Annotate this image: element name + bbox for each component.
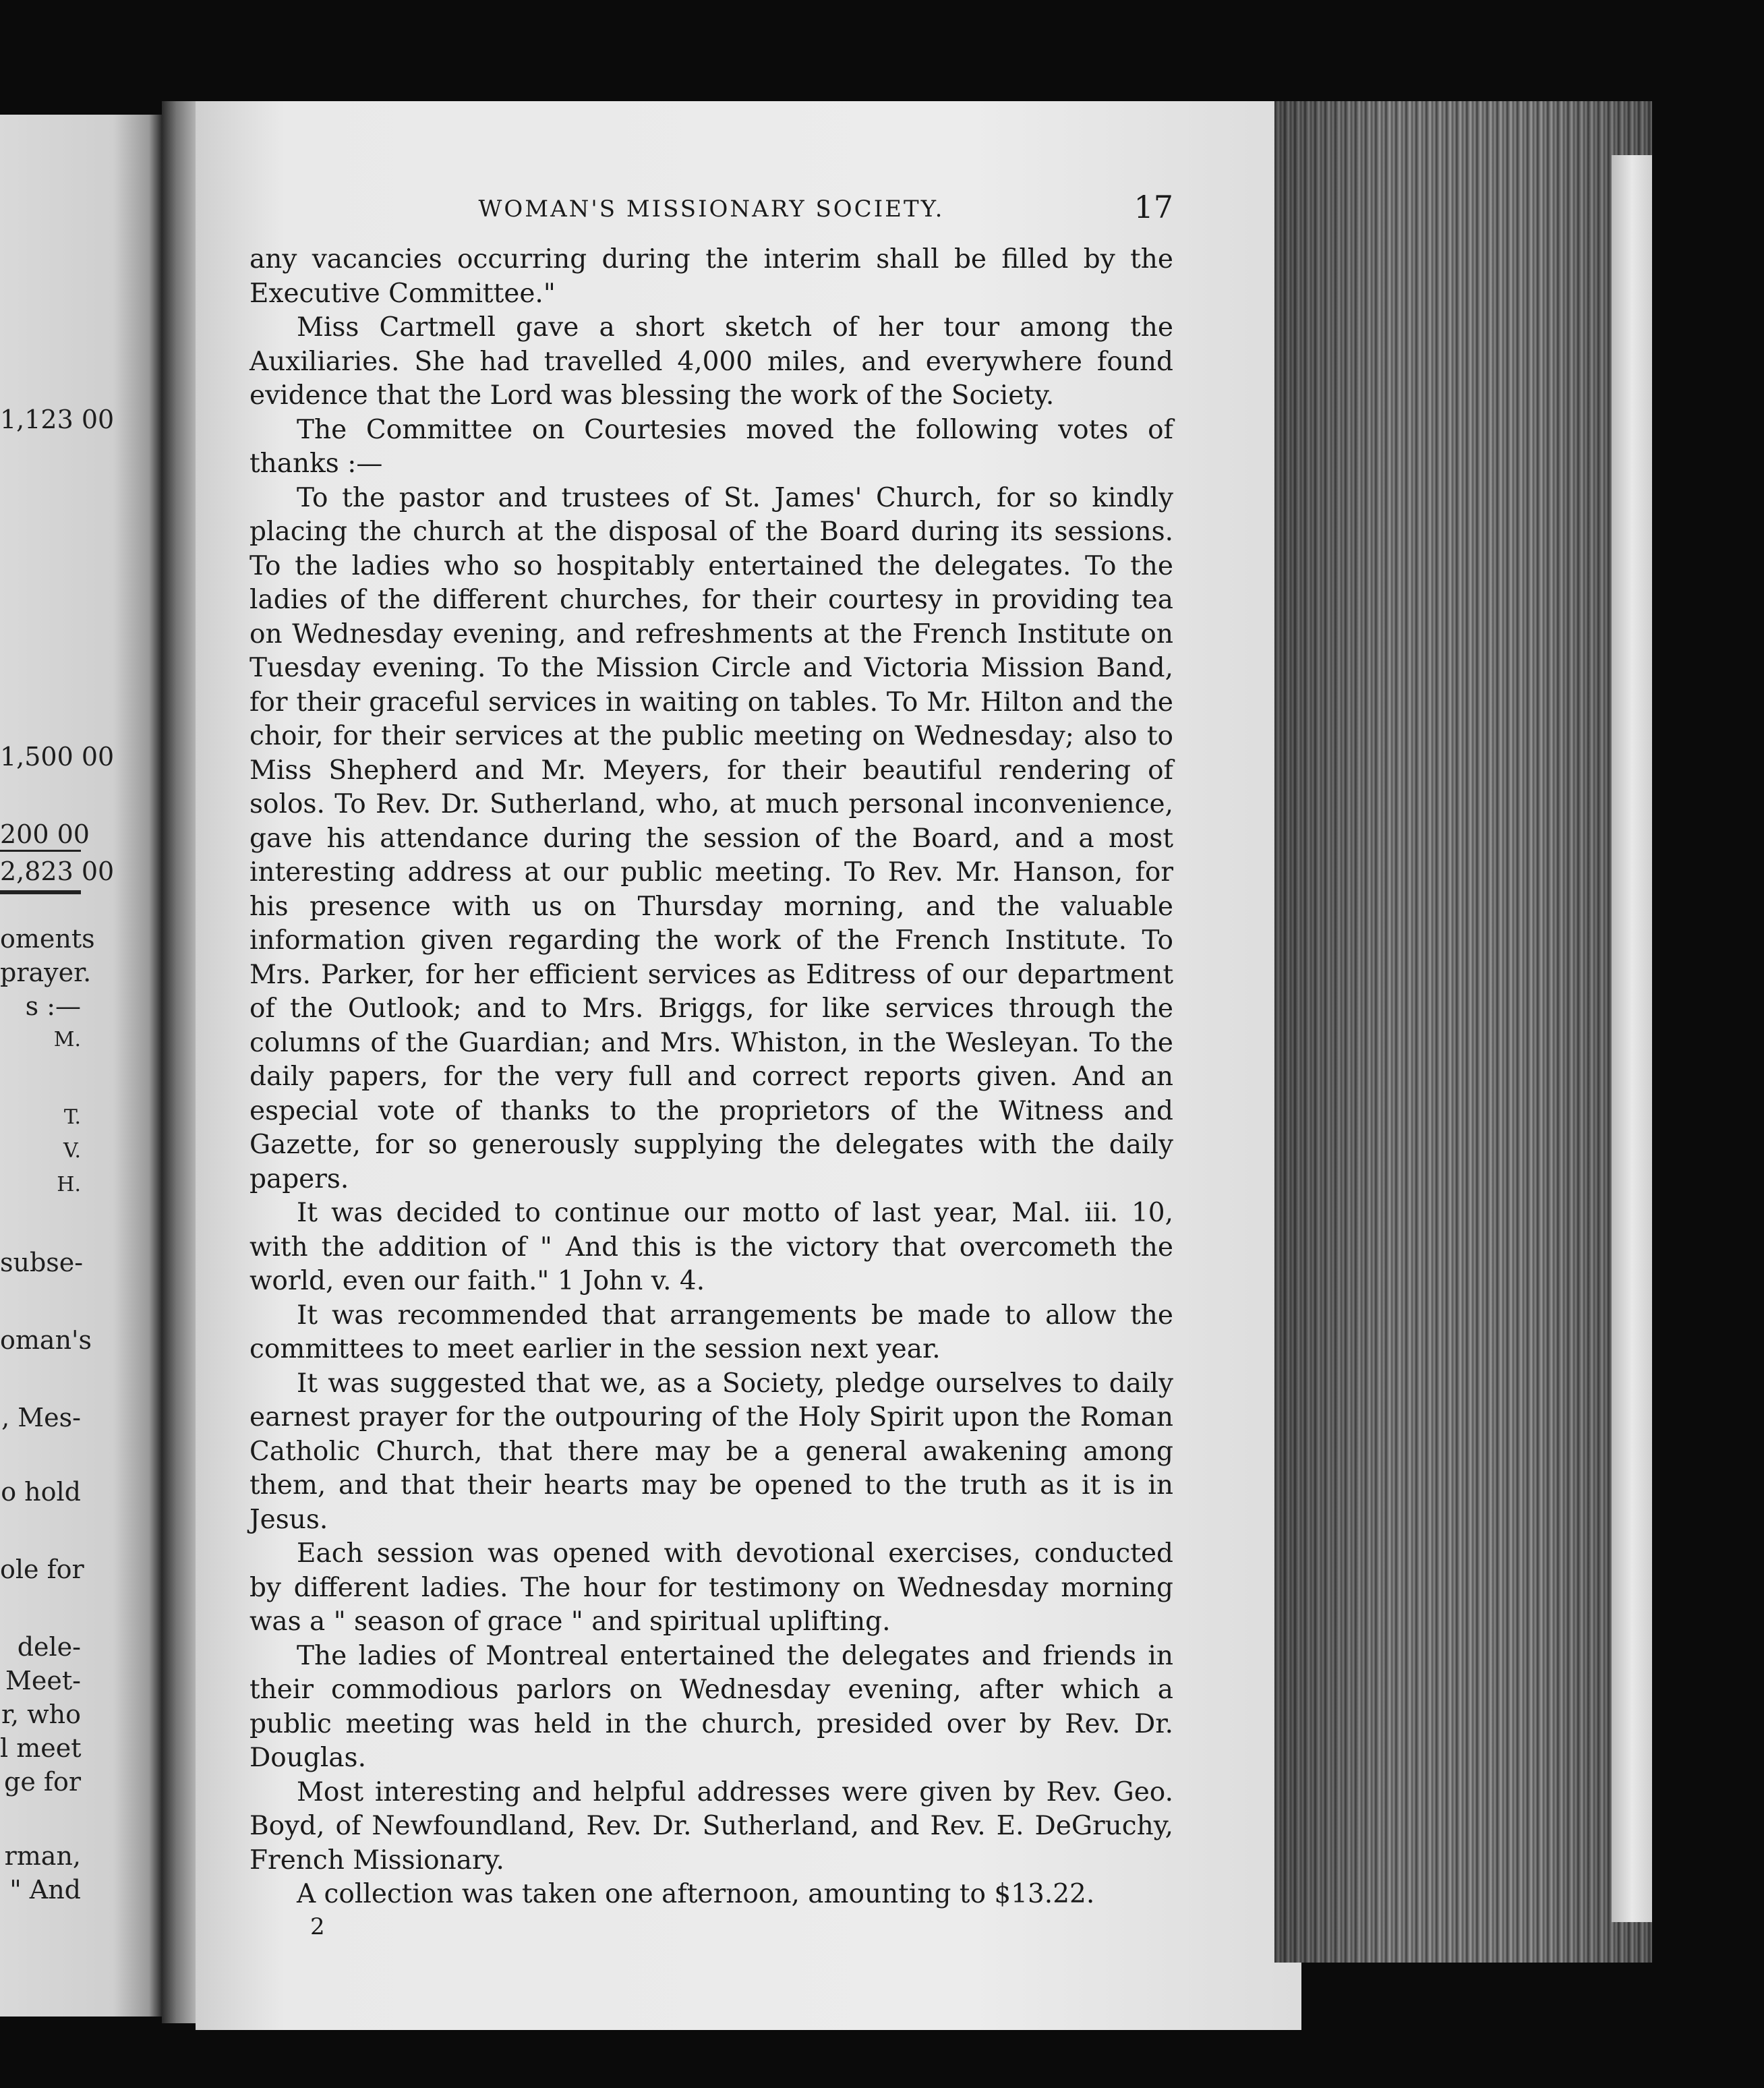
book-cover-edge	[1612, 155, 1652, 1922]
prev-page-fragment: H.	[57, 1173, 81, 1196]
running-head	[249, 189, 1173, 243]
prev-page-rule	[0, 890, 81, 894]
prev-page-fragment: V.	[63, 1139, 81, 1163]
prev-page-fragment: , Mes-	[1, 1403, 81, 1432]
paragraph: To the pastor and trustees of St. James' Church, for so kindly placing the church at the disposal of the Board during its sessions. To the ladies who so hospitably entertained the delegates. To the ladies of the different churches, for their courtesy in providing tea on Wednesday evening, and refreshments at the French Institute on Tuesday evening. To the Mission Circle and Victoria Mission Band, for their graceful services in waiting on tables. To Mr. Hilton and the choir, for their services at the public meeting on Wednesday; also to Miss Shepherd and Mr. Meyers, for their beautiful rendering of solos. To Rev. Dr. Sutherland, who, at much personal inconvenience, gave his attendance during the session of the Board, and a most interesting address at our public meeting. To Rev. Mr. Hanson, for his presence with us on Thursday morning, and the valuable information given regarding the work of the French Institute. To Mrs. Parker, for her efficient services as Editress of our department of the Outlook; and to Mrs. Briggs, for like services through the columns of the Guardian; and Mrs. Whiston, in the Wesleyan. To the daily papers, for the very full and correct reports given. And an especial vote of thanks to the proprietors of the Witness and Gazette, for so generously supplying the delegates with the daily papers.	[249, 482, 1173, 1194]
prev-page-fragment: oman's	[0, 1325, 92, 1355]
prev-page-fragment: M.	[53, 1028, 81, 1051]
prev-page-fragment: oments	[0, 924, 95, 954]
prev-page-fragment: 200 00	[0, 819, 90, 849]
paragraph: Each session was opened with devotional exercises, conducted by different ladies. The hour for testimony on Wednesday morning was a " season of grace " and spiritual uplifting.	[249, 1538, 1173, 1637]
prev-page-fragment: s :—	[25, 991, 81, 1021]
paragraph: It was suggested that we, as a Society, pledge ourselves to daily earnest prayer for the outpouring of the Holy Spirit upon the Roman Catholic Church, that there may be a general awakening among them, and that their hearts may be opened to the truth as it is in Jesus.	[249, 1368, 1173, 1535]
prev-page-fragment: ole for	[0, 1555, 84, 1584]
prev-page-fragment: rman,	[4, 1841, 81, 1871]
paragraph: It was recommended that arrangements be made to allow the committees to meet earlier in the session next year.	[249, 1300, 1173, 1364]
prev-page-fragment: 1,123 00	[0, 405, 115, 434]
prev-page-fragment: prayer.	[0, 958, 92, 987]
signature-mark: 2	[310, 1913, 325, 1940]
prev-page-fragment: ge for	[4, 1767, 81, 1797]
paragraph: any vacancies occurring during the interim shall be filled by the Executive Committee."	[249, 244, 1173, 309]
prev-page-fragment: 2,823 00	[0, 857, 115, 886]
paragraph: Miss Cartmell gave a short sketch of her tour among the Auxiliaries. She had travelled 4,000 miles, and everywhere found evidence that the Lord was blessing the work of the Society.	[249, 312, 1173, 411]
prev-page-fragment: subse-	[0, 1248, 84, 1277]
paragraph: A collection was taken one afternoon, amounting to $13.22.	[297, 1879, 1095, 1909]
prev-page-rule	[0, 850, 81, 852]
paragraph: Most interesting and helpful addresses were given by Rev. Geo. Boyd, of Newfoundland, Rev. Dr. Sutherland, and Rev. E. DeGruchy, French Missionary.	[249, 1776, 1173, 1876]
book-gutter	[162, 101, 199, 2023]
prev-page-fragment: dele-	[17, 1632, 81, 1662]
paragraph: It was decided to continue our motto of last year, Mal. iii. 10, with the addition of " And this is the victory that overcometh the world, even our faith." 1 John v. 4.	[249, 1198, 1173, 1296]
prev-page-fragment: l meet	[0, 1733, 82, 1763]
paragraph: The ladies of Montreal entertained the delegates and friends in their commodious parlors on Wednesday evening, after which a public meeting was held in the church, presided over by Rev. Dr. Douglas.	[249, 1640, 1173, 1773]
prev-page-fragment: 1,500 00	[0, 742, 115, 772]
running-title: WOMAN'S MISSIONARY SOCIETY.	[478, 196, 945, 223]
page-number: 17	[1134, 189, 1173, 225]
page-text-block	[249, 189, 1173, 1940]
prev-page-fragment: Meet-	[5, 1666, 81, 1695]
prev-page-fragment: o hold	[1, 1477, 81, 1507]
prev-page-fragment: T.	[63, 1105, 81, 1129]
paragraph: The Committee on Courtesies moved the following votes of thanks :—	[249, 414, 1173, 479]
prev-page-fragment: " And	[9, 1875, 81, 1905]
fore-edge-shadow	[1274, 101, 1652, 1963]
previous-page-edge	[0, 115, 162, 2017]
prev-page-fragment: r, who	[1, 1700, 81, 1729]
